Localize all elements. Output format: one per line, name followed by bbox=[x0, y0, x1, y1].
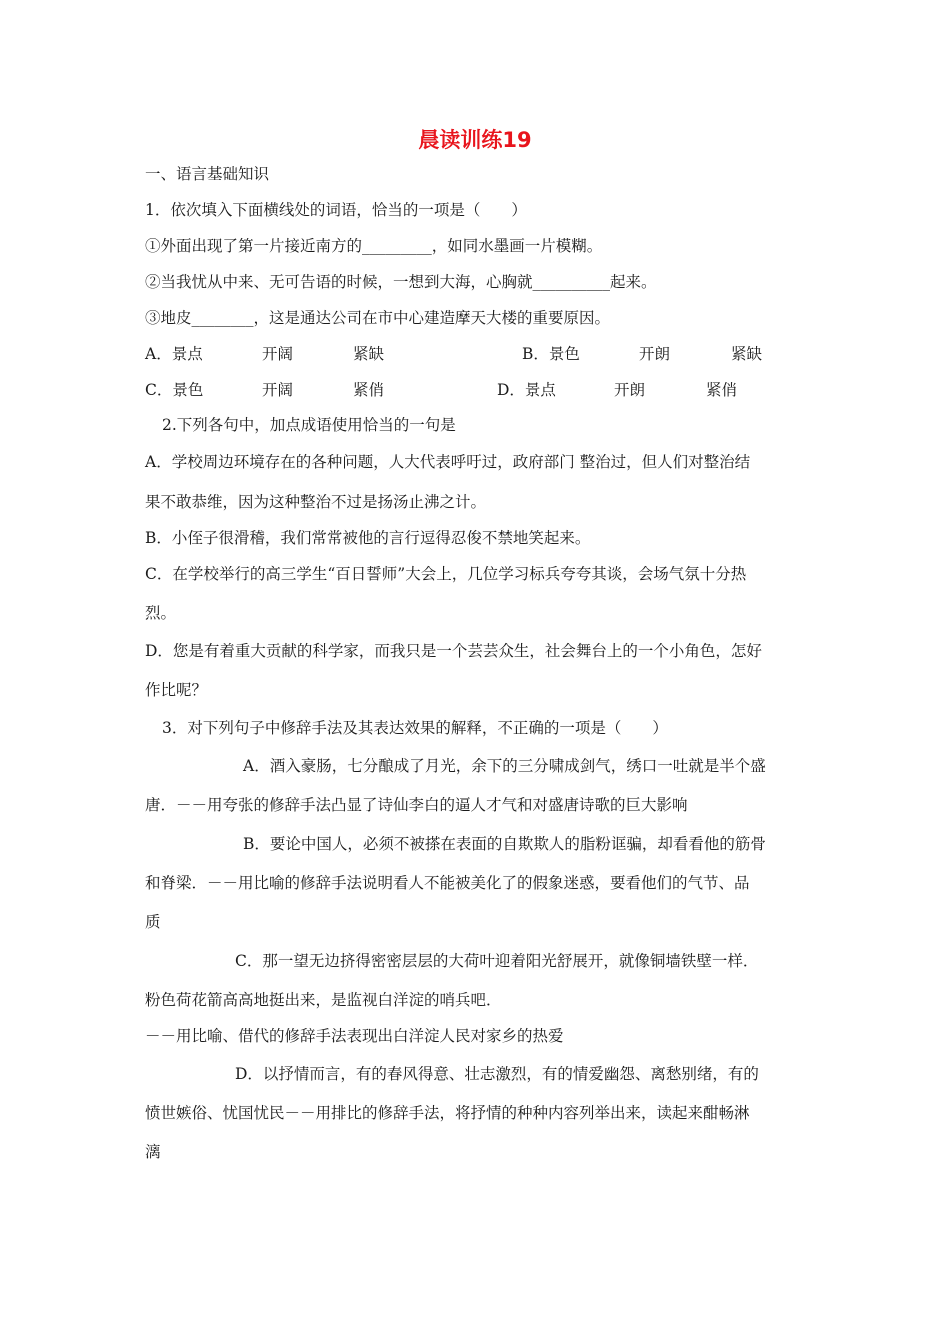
q2-option-c-line2: 烈。 bbox=[145, 604, 177, 622]
q3-option-b-line1: B．要论中国人，必须不被搽在表面的自欺欺人的脂粉诓骗，却看看他的筋骨 bbox=[243, 835, 766, 853]
q1-option-d-label: D．景点 bbox=[497, 381, 556, 399]
q1-option-a-word2: 开阔 bbox=[262, 345, 294, 363]
q1-option-d-word3: 紧俏 bbox=[706, 381, 738, 399]
q2-option-d-line1: D．您是有着重大贡献的科学家，而我只是一个芸芸众生，社会舞台上的一个小角色，怎好 bbox=[145, 642, 762, 660]
q1-option-b-word3: 紧缺 bbox=[731, 345, 763, 363]
section-heading: 一、语言基础知识 bbox=[145, 165, 270, 183]
q2-option-d-line2: 作比呢？ bbox=[145, 681, 208, 699]
q2-option-c-line1: C．在学校举行的高三学生“百日誓师”大会上，几位学习标兵夸夸其谈，会场气氛十分热 bbox=[145, 565, 747, 583]
q1-option-d-word2: 开朗 bbox=[614, 381, 646, 399]
q1-option-a-word3: 紧缺 bbox=[353, 345, 385, 363]
q1-option-b-label: B．景色 bbox=[522, 345, 580, 363]
q1-option-c-word2: 开阔 bbox=[262, 381, 294, 399]
q3-option-b-line3: 质 bbox=[145, 913, 161, 931]
q2-stem: 2.下列各句中，加点成语使用恰当的一句是 bbox=[162, 416, 456, 434]
q3-option-d-line2: 愤世嫉俗、忧国忧民－－用排比的修辞手法，将抒情的种种内容列举出来，读起来酣畅淋 bbox=[145, 1104, 750, 1122]
q1-sentence-3: ③地皮________，这是通达公司在市中心建造摩天大楼的重要原因。 bbox=[145, 309, 611, 327]
q1-stem: 1．依次填入下面横线处的词语，恰当的一项是（ ） bbox=[145, 201, 527, 219]
q1-sentence-1: ①外面出现了第一片接近南方的_________，如同水墨画一片模糊。 bbox=[145, 237, 603, 255]
q3-option-c-line2: 粉色荷花箭高高地挺出来，是监视白洋淀的哨兵吧． bbox=[145, 991, 502, 1009]
q2-option-a-line1: A．学校周边环境存在的各种问题，人大代表呼吁过，政府部门 整治过，但人们对整治结 bbox=[145, 453, 751, 471]
page-title: 晨读训练19 bbox=[418, 128, 532, 152]
q3-option-b-line2: 和脊梁．－－用比喻的修辞手法说明看人不能被美化了的假象迷惑，要看他们的气节、品 bbox=[145, 874, 750, 892]
q3-option-a-line2: 唐．－－用夸张的修辞手法凸显了诗仙李白的逼人才气和对盛唐诗歌的巨大影响 bbox=[145, 796, 688, 814]
q2-option-b: B．小侄子很滑稽，我们常常被他的言行逗得忍俊不禁地笑起来。 bbox=[145, 529, 591, 547]
q3-option-a-line1: A．酒入豪肠，七分酿成了月光，余下的三分啸成剑气，绣口一吐就是半个盛 bbox=[243, 757, 766, 775]
q3-option-d-line1: D．以抒情而言，有的春风得意、壮志激烈，有的情爱幽怨、离愁别绪，有的 bbox=[235, 1065, 759, 1083]
q3-stem: 3．对下列句子中修辞手法及其表达效果的解释，不正确的一项是（ ） bbox=[162, 719, 668, 737]
q1-option-c-label: C．景色 bbox=[145, 381, 204, 399]
q1-sentence-2: ②当我忧从中来、无可告语的时候，一想到大海，心胸就__________起来。 bbox=[145, 273, 657, 291]
q1-option-b-word2: 开朗 bbox=[639, 345, 671, 363]
q1-option-a-label: A．景点 bbox=[145, 345, 203, 363]
q2-option-a-line2: 果不敢恭维，因为这种整治不过是扬汤止沸之计。 bbox=[145, 493, 487, 511]
q1-option-c-word3: 紧俏 bbox=[353, 381, 385, 399]
q3-option-c-line1: C．那一望无边挤得密密层层的大荷叶迎着阳光舒展开，就像铜墙铁壁一样． bbox=[235, 952, 759, 970]
q3-option-d-line3: 漓 bbox=[145, 1143, 161, 1161]
q3-option-c-line3: －－用比喻、借代的修辞手法表现出白洋淀人民对家乡的热爱 bbox=[145, 1027, 564, 1045]
